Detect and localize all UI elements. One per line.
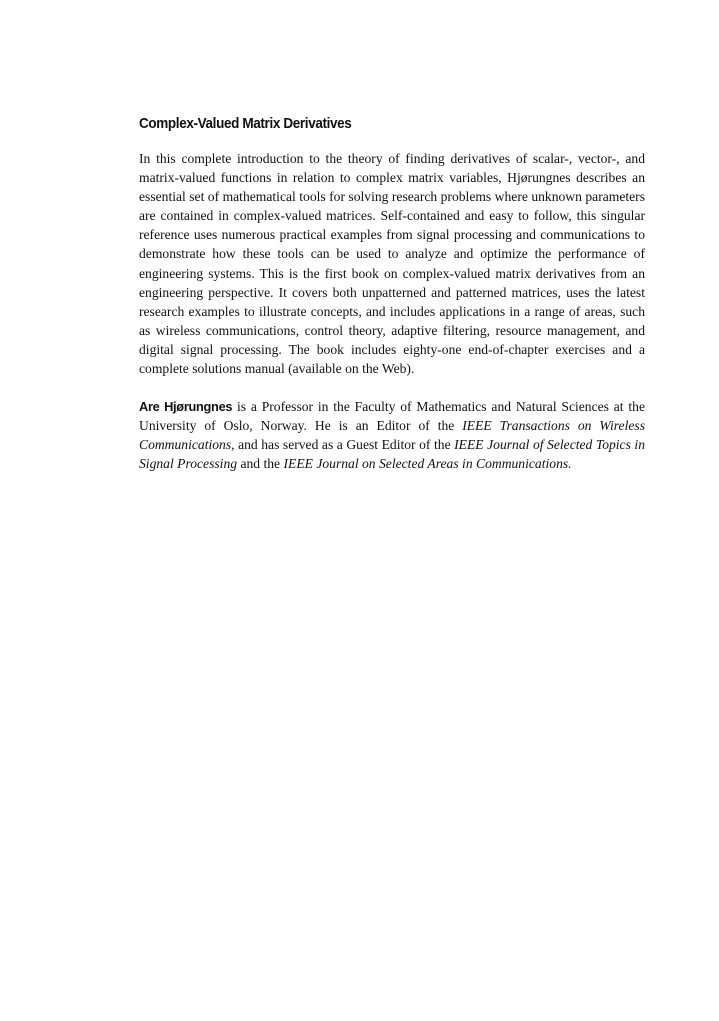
book-title: Complex-Valued Matrix Derivatives <box>139 115 352 132</box>
book-description: In this complete introduction to the theory of finding derivatives of scalar-, vector-, and matrix-valued functions in relation to complex matrix variables, Hjørungnes describes an essential set of mathematical tools for solving research problems where unknown parameters are contained in complex-valued matrices. Self-contained and easy to follow, this singular reference uses numerous practical examples from signal processing and communications to demonstrate how these tools can be used to analyze and optimize the performance of engineering systems. This is the first book on complex-valued matrix derivatives from an engineering perspective. It covers both unpatterned and patterned matrices, uses the latest research examples to illustrate concepts, and includes applications in a range of areas, such as wireless communications, control theory, adaptive filtering, resource management, and digital signal processing. The book includes eighty-one end-of-chapter exercises and a complete solutions manual (available on the Web). <box>139 151 645 377</box>
author-bio-text-1: is a Professor in the Faculty of Mathematics and Natural Sciences at the University of Oslo, Norway. He is an Editor of the <box>139 399 645 434</box>
journal-transactions-wireless: IEEE Transactions on Wireless Communications <box>139 418 645 453</box>
author-name: Are Hjørungnes <box>139 399 233 415</box>
book-blurb-page <box>139 114 645 493</box>
journal-selected-areas-comm: IEEE Journal on Selected Areas in Communications. <box>283 456 572 472</box>
author-bio-text-3: and the <box>237 456 284 472</box>
author-bio-text-2: , and has served as a Guest Editor of the <box>231 437 455 453</box>
journal-selected-topics-signal: IEEE Journal of Selected Topics in Signal Processing <box>139 437 645 472</box>
author-bio <box>139 397 645 473</box>
